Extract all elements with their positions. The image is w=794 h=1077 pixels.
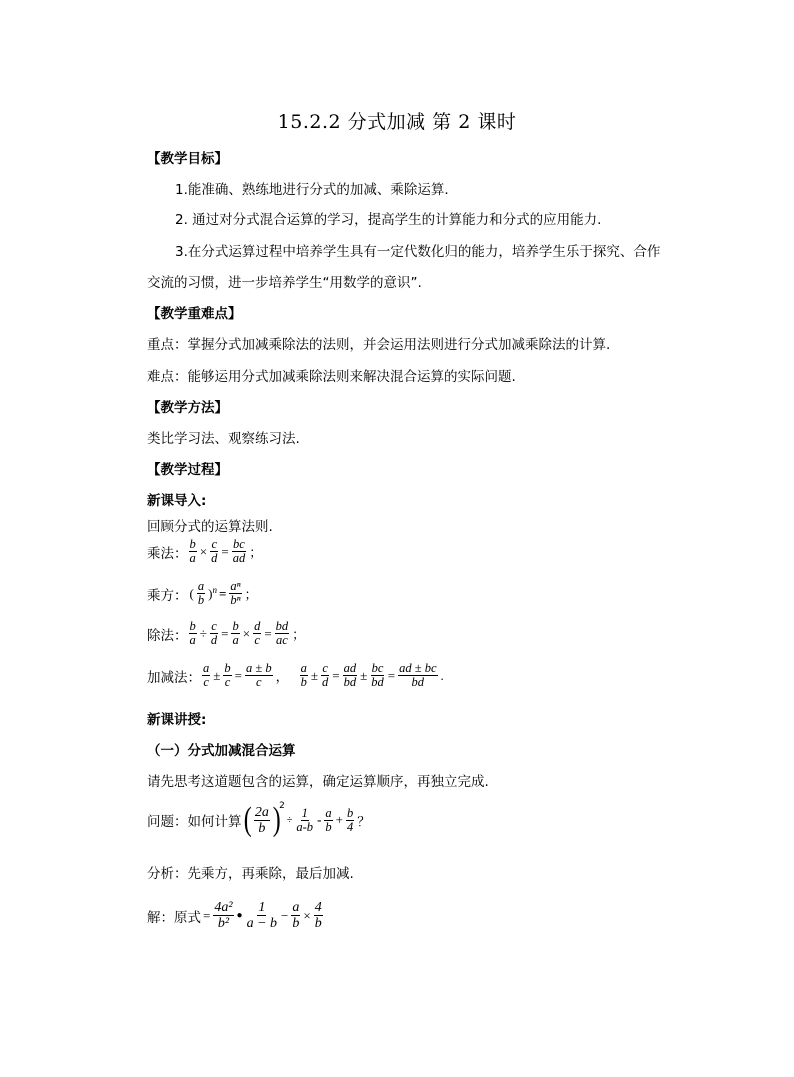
intro-text: 回顾分式的运算法则. bbox=[147, 519, 273, 535]
denominator: bd bbox=[371, 675, 384, 689]
numerator: b bbox=[189, 619, 196, 633]
numerator: d bbox=[254, 619, 261, 633]
dot-sign: ● bbox=[236, 910, 243, 921]
numerator: b bbox=[347, 805, 354, 820]
denominator: d bbox=[210, 633, 218, 647]
numerator: ad bbox=[343, 661, 357, 675]
denominator: c bbox=[256, 675, 262, 689]
lecture-heading: 新课讲授: bbox=[147, 712, 207, 728]
fraction bbox=[229, 580, 241, 607]
method-text: 类比学习法、观察练习法. bbox=[147, 431, 300, 447]
left-paren: ( bbox=[243, 801, 252, 838]
period: . bbox=[440, 667, 444, 683]
div-label: 除法： bbox=[147, 627, 188, 644]
numerator: aⁿ bbox=[230, 579, 241, 593]
key-points-heading: 【教学重难点】 bbox=[147, 306, 242, 322]
denominator: b bbox=[197, 593, 205, 607]
fraction bbox=[291, 900, 300, 931]
numerator: bc bbox=[371, 661, 384, 675]
denominator: bd bbox=[411, 675, 425, 689]
fraction bbox=[253, 620, 261, 647]
numerator: bc bbox=[233, 537, 245, 551]
numerator: a bbox=[325, 805, 332, 820]
analysis-text: 分析：先乘方，再乘除，最后加减. bbox=[147, 866, 354, 882]
denominator: a bbox=[189, 551, 196, 565]
multiplication-rule bbox=[147, 538, 264, 565]
numerator: a bbox=[203, 661, 210, 675]
numerator: 2a bbox=[254, 804, 269, 820]
divide-sign: ÷ bbox=[286, 814, 293, 826]
numerator: c bbox=[211, 619, 217, 633]
division-rule bbox=[147, 620, 307, 647]
denominator: a-b bbox=[296, 819, 314, 834]
question-mark: ？ bbox=[357, 813, 371, 829]
equals-sign: = bbox=[218, 585, 227, 601]
denominator: b bbox=[292, 916, 300, 931]
numerator: b bbox=[224, 661, 231, 675]
numerator: a ± b bbox=[245, 661, 272, 675]
plus-sign: + bbox=[335, 812, 343, 827]
denominator: b bbox=[300, 675, 307, 689]
denominator: c bbox=[224, 675, 231, 689]
denominator: b² bbox=[217, 916, 230, 931]
fraction bbox=[321, 662, 329, 689]
exponent: 2 bbox=[279, 801, 285, 811]
goal-1: 1.能准确、熟练地进行分式的加减、乘除运算. bbox=[175, 182, 449, 198]
mul-label: 乘法： bbox=[147, 545, 188, 562]
denominator: a bbox=[232, 633, 239, 647]
intro-heading: 新课导入: bbox=[147, 493, 207, 509]
numerator: ad ± bc bbox=[399, 661, 437, 675]
minus-sign: - bbox=[317, 812, 322, 827]
fraction bbox=[197, 580, 205, 607]
denominator: bⁿ bbox=[230, 593, 241, 607]
part-1-text: 请先思考这道题包含的运算，确定运算顺序，再独立完成. bbox=[147, 774, 489, 790]
fraction bbox=[246, 900, 278, 931]
numerator: a bbox=[292, 900, 300, 915]
denominator: a − b bbox=[246, 916, 278, 931]
times-sign: × bbox=[303, 907, 311, 923]
denominator: ad bbox=[232, 551, 246, 565]
fraction bbox=[300, 662, 308, 689]
equals-sign: = bbox=[264, 625, 272, 641]
goal-2: 2. 通过对分式混合运算的学习，提高学生的计算能力和分式的应用能力. bbox=[175, 212, 602, 228]
fraction bbox=[295, 807, 314, 834]
pow-label: 乘方： bbox=[147, 587, 188, 604]
exponent: n bbox=[212, 584, 217, 595]
plus-minus-sign: ± bbox=[360, 667, 368, 683]
right-paren: ) bbox=[272, 801, 281, 838]
comma: ， bbox=[275, 669, 289, 684]
solution-label: 解：原式 bbox=[147, 909, 201, 926]
numerator: a bbox=[300, 661, 307, 675]
fraction bbox=[346, 807, 354, 834]
plus-minus-sign: ± bbox=[213, 667, 221, 683]
part-1-heading: （一）分式加减混合运算 bbox=[147, 743, 296, 759]
fraction bbox=[223, 662, 231, 689]
fraction bbox=[210, 620, 218, 647]
key-point: 重点：掌握分式加减乘除法的法则，并会运用法则进行分式加减乘除法的计算. bbox=[147, 337, 611, 353]
plus-minus-sign: ± bbox=[310, 667, 319, 683]
power-rule bbox=[147, 580, 260, 607]
question-line bbox=[147, 803, 372, 837]
semicolon: ； bbox=[292, 627, 306, 642]
fraction bbox=[324, 807, 332, 834]
denominator: bd bbox=[343, 675, 357, 689]
numerator: b bbox=[232, 619, 239, 633]
right-paren: ) bbox=[208, 585, 213, 601]
add-label: 加减法： bbox=[147, 669, 201, 686]
solution-line bbox=[147, 900, 324, 931]
method-heading: 【教学方法】 bbox=[147, 400, 228, 416]
fraction bbox=[343, 662, 358, 689]
denominator: c bbox=[254, 633, 260, 647]
add-subtract-rule bbox=[147, 662, 446, 689]
numerator: a bbox=[197, 579, 205, 593]
numerator: 1 bbox=[301, 805, 308, 820]
numerator: c bbox=[322, 661, 328, 675]
fraction bbox=[254, 805, 270, 836]
goals-heading: 【教学目标】 bbox=[147, 151, 228, 167]
times-sign: × bbox=[242, 625, 251, 641]
equals-sign: = bbox=[332, 667, 340, 683]
fraction bbox=[189, 620, 197, 647]
semicolon: ； bbox=[244, 587, 258, 602]
fraction bbox=[275, 620, 290, 647]
denominator: ac bbox=[276, 633, 288, 647]
numerator: 1 bbox=[258, 900, 266, 915]
numerator: bd bbox=[275, 619, 289, 633]
divide-sign: ÷ bbox=[199, 625, 207, 641]
denominator: b bbox=[314, 916, 322, 931]
fraction bbox=[210, 538, 218, 565]
minus-sign: − bbox=[281, 907, 289, 923]
numerator: c bbox=[211, 537, 217, 551]
fraction bbox=[189, 538, 197, 565]
fraction bbox=[245, 662, 273, 689]
numerator: 4a² bbox=[214, 900, 233, 915]
fraction bbox=[314, 900, 323, 931]
denominator: d bbox=[322, 675, 329, 689]
goal-3-line-2: 交流的习惯，进一步培养学生“用数学的意识”. bbox=[147, 275, 422, 291]
times-sign: × bbox=[199, 543, 208, 559]
denominator: b bbox=[258, 820, 266, 836]
equals-sign: = bbox=[234, 667, 242, 683]
semicolon: ； bbox=[249, 545, 263, 560]
left-paren: ( bbox=[189, 585, 194, 601]
denominator: c bbox=[203, 675, 209, 689]
numerator: b bbox=[189, 537, 196, 551]
process-heading: 【教学过程】 bbox=[147, 462, 228, 478]
fraction bbox=[370, 662, 385, 689]
fraction bbox=[213, 900, 233, 931]
goal-3-line-1: 3.在分式运算过程中培养学生具有一定代数化归的能力，培养学生乐于探究、合作 bbox=[175, 244, 661, 260]
denominator: a bbox=[189, 633, 196, 647]
equals-sign: = bbox=[203, 907, 211, 923]
numerator: 4 bbox=[314, 900, 322, 915]
equals-sign: = bbox=[221, 625, 229, 641]
question-label: 问题：如何计算 bbox=[147, 814, 242, 830]
fraction bbox=[202, 662, 210, 689]
page-title: 15.2.2 分式加减 第 2 课时 bbox=[277, 111, 517, 133]
denominator: 4 bbox=[347, 819, 354, 834]
equals-sign: = bbox=[221, 543, 229, 559]
fraction bbox=[232, 538, 247, 565]
difficult-point: 难点：能够运用分式加减乘除法则来解决混合运算的实际问题. bbox=[147, 369, 516, 385]
fraction bbox=[231, 620, 239, 647]
equals-sign: = bbox=[387, 667, 396, 683]
denominator: b bbox=[325, 819, 332, 834]
denominator: d bbox=[211, 551, 218, 565]
fraction bbox=[398, 662, 437, 689]
